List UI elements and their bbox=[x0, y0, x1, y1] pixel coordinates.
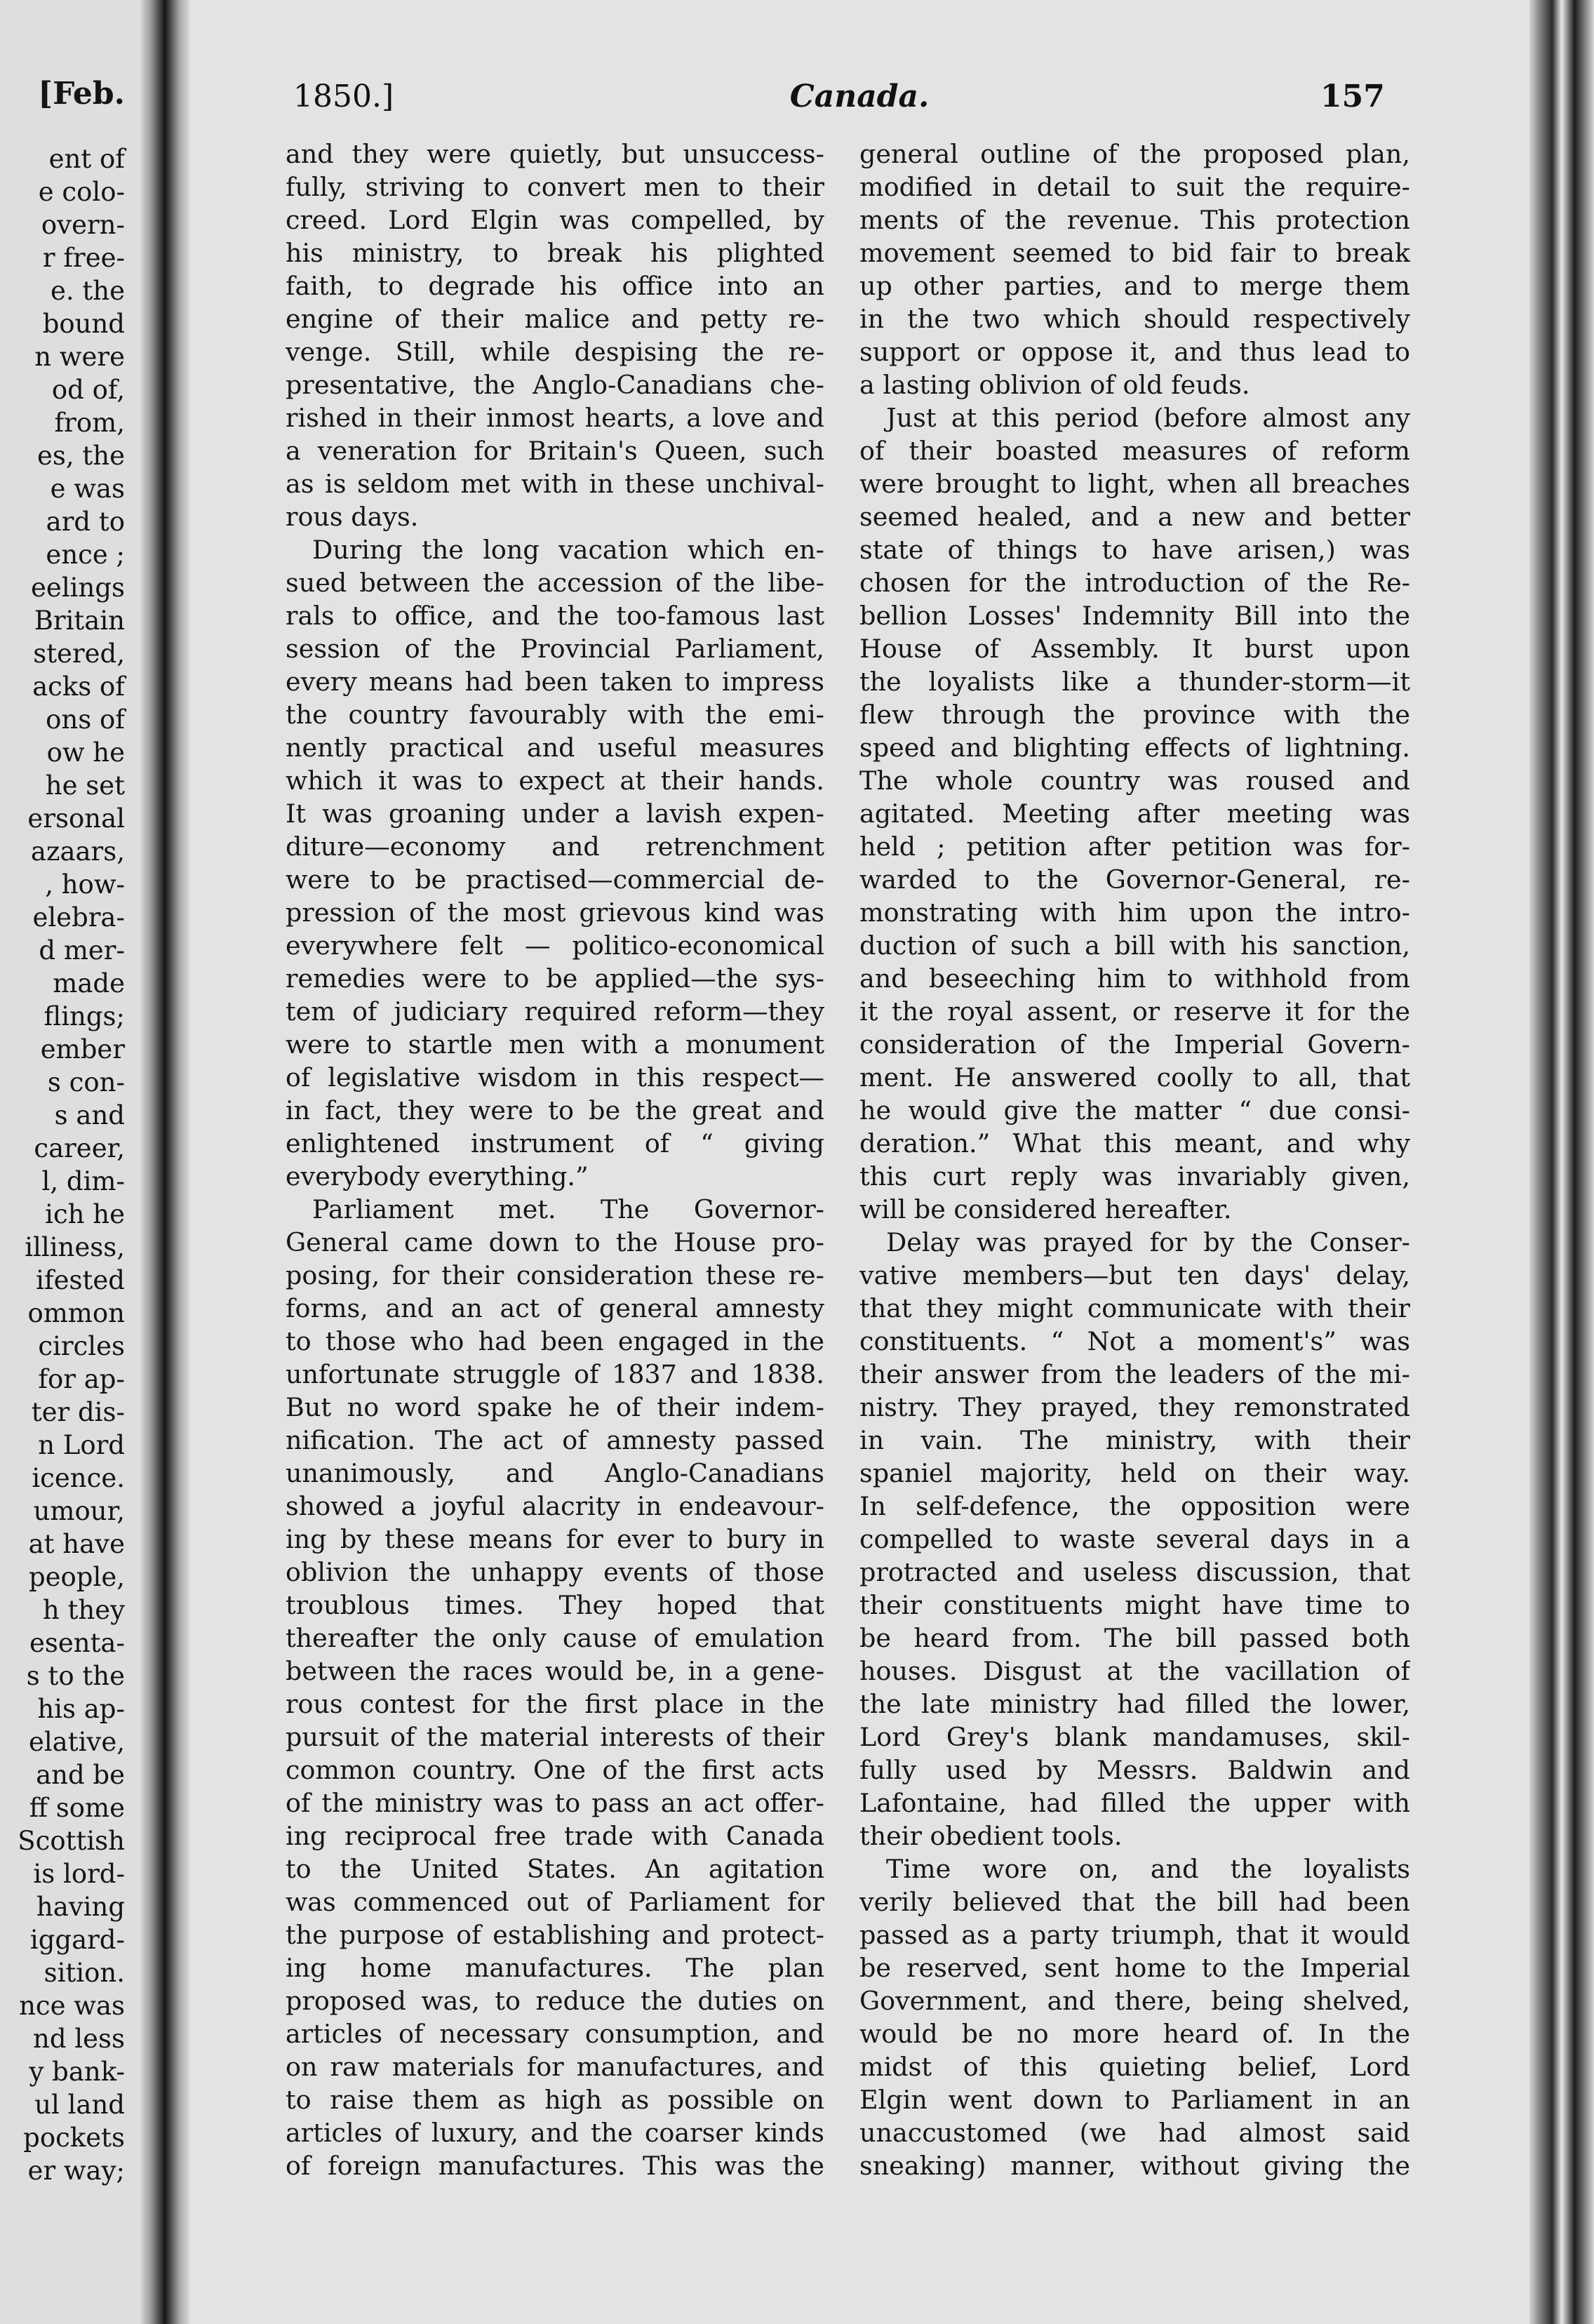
text-line: bellion Losses' Indemnity Bill into the bbox=[859, 601, 1410, 631]
text-line: of foreign manufactures. This was the bbox=[286, 2151, 824, 2181]
prev-page-line: ul land bbox=[34, 2090, 125, 2120]
text-line: in vain. The ministry, with their bbox=[859, 1425, 1410, 1455]
text-line: up other parties, and to merge them bbox=[859, 271, 1410, 301]
paragraph bbox=[286, 533, 824, 1193]
text-line: was commenced out of Parliament for bbox=[286, 1887, 824, 1917]
text-line: oblivion the unhappy events of those bbox=[286, 1557, 824, 1587]
text-line: seemed healed, and a new and better bbox=[859, 502, 1410, 532]
prev-page-line: stered, bbox=[33, 639, 125, 669]
text-line: held ; petition after petition was for- bbox=[859, 832, 1410, 862]
text-line: common country. One of the first acts bbox=[286, 1755, 824, 1785]
prev-page-line: od of, bbox=[51, 375, 125, 405]
text-line: rous days. bbox=[286, 502, 419, 532]
prev-page-line: ff some bbox=[29, 1793, 125, 1823]
prev-page-line: and be bbox=[36, 1760, 125, 1790]
text-line: state of things to have arisen,) was bbox=[859, 535, 1410, 565]
text-line: unfortunate struggle of 1837 and 1838. bbox=[286, 1359, 824, 1389]
prev-page-line: es, the bbox=[36, 441, 125, 471]
book-gutter bbox=[140, 0, 189, 2324]
text-line: constituents. “ Not a moment's” was bbox=[859, 1326, 1410, 1356]
text-line: Parliament met. The Governor- bbox=[312, 1194, 824, 1224]
text-line: Lord Grey's blank mandamuses, skil- bbox=[859, 1722, 1410, 1752]
text-line: diture—economy and retrenchment bbox=[286, 832, 824, 862]
prev-page-line: icence. bbox=[32, 1463, 125, 1493]
paragraph bbox=[859, 138, 1410, 401]
prev-page-line: l, dim- bbox=[41, 1166, 125, 1196]
prev-page-line: ommon bbox=[27, 1298, 125, 1328]
text-line: the late ministry had filled the lower, bbox=[859, 1689, 1410, 1719]
text-line: will be considered hereafter. bbox=[859, 1194, 1232, 1224]
prev-page-line: elative, bbox=[28, 1727, 125, 1757]
text-line: remedies were to be applied—the sys- bbox=[286, 963, 824, 994]
text-line: ments of the revenue. This protection bbox=[859, 205, 1410, 235]
text-line: which it was to expect at their hands. bbox=[286, 766, 824, 796]
text-line: in the two which should respectively bbox=[859, 304, 1410, 334]
prev-page-line: umour, bbox=[33, 1496, 125, 1526]
text-line: a veneration for Britain's Queen, such bbox=[286, 436, 824, 466]
text-line: rous contest for the first place in the bbox=[286, 1689, 824, 1719]
prev-page-line: s to the bbox=[26, 1661, 125, 1691]
text-line: general outline of the proposed plan, bbox=[859, 139, 1410, 169]
prev-page-line: for ap- bbox=[38, 1364, 125, 1394]
text-line: houses. Disgust at the vacillation of bbox=[859, 1656, 1410, 1686]
text-line: flew through the province with the bbox=[859, 700, 1410, 730]
text-line: ment. He answered coolly to all, that bbox=[859, 1062, 1410, 1093]
text-line: The whole country was roused and bbox=[859, 766, 1410, 796]
text-line: During the long vacation which en- bbox=[312, 535, 824, 565]
text-line: In self-defence, the opposition were bbox=[859, 1491, 1410, 1521]
text-line: vative members—but ten days' delay, bbox=[859, 1260, 1410, 1290]
prev-page-line: ence ; bbox=[46, 540, 125, 570]
paragraph bbox=[859, 401, 1410, 1226]
text-line: articles of luxury, and the coarser kinds bbox=[286, 2118, 824, 2148]
text-line: faith, to degrade his office into an bbox=[286, 271, 824, 301]
prev-page-line: circles bbox=[38, 1331, 125, 1361]
prev-page-line: he set bbox=[45, 770, 125, 801]
text-line: modified in detail to suit the require- bbox=[859, 172, 1410, 202]
text-line: presentative, the Anglo-Canadians che- bbox=[286, 370, 824, 400]
text-line: chosen for the introduction of the Re- bbox=[859, 568, 1410, 598]
text-line: thereafter the only cause of emulation bbox=[286, 1623, 824, 1653]
text-line: sneaking) manner, without giving the bbox=[859, 2151, 1410, 2181]
text-line: be reserved, sent home to the Imperial bbox=[859, 1953, 1410, 1983]
prev-page-line: ard to bbox=[46, 507, 125, 537]
prev-page-line: is lord- bbox=[33, 1859, 125, 1889]
text-line: fully used by Messrs. Baldwin and bbox=[859, 1755, 1410, 1785]
prev-page-line: [Feb. bbox=[38, 76, 125, 112]
prev-page-line: Britain bbox=[34, 606, 125, 636]
prev-page-line: bound bbox=[42, 309, 125, 339]
text-line: the country favourably with the emi- bbox=[286, 700, 824, 730]
prev-page-line: eelings bbox=[31, 573, 125, 603]
prev-page-line: ersonal bbox=[27, 803, 125, 834]
text-line: movement seemed to bid fair to break bbox=[859, 238, 1410, 268]
text-line: nistry. They prayed, they remonstrated bbox=[859, 1392, 1410, 1422]
text-line: were to be practised—commercial de- bbox=[286, 864, 824, 895]
text-line: protracted and useless discussion, that bbox=[859, 1557, 1410, 1587]
text-line: warded to the Governor-General, re- bbox=[859, 864, 1410, 895]
text-line: deration.” What this meant, and why bbox=[859, 1128, 1410, 1158]
prev-page-line: ifested bbox=[36, 1265, 125, 1295]
text-line: it the royal assent, or reserve it for the bbox=[859, 996, 1410, 1027]
running-header bbox=[189, 79, 1529, 121]
text-line: their answer from the leaders of the mi- bbox=[859, 1359, 1410, 1389]
prev-page-line: flings; bbox=[43, 1001, 125, 1031]
text-line: pursuit of the material interests of their bbox=[286, 1722, 824, 1752]
text-line: of the ministry was to pass an act offer- bbox=[286, 1788, 824, 1818]
text-line: support or oppose it, and thus lead to bbox=[859, 337, 1410, 367]
text-line: But no word spake he of their indem- bbox=[286, 1392, 824, 1422]
book-page-edges bbox=[1529, 0, 1594, 2324]
prev-page-line: elebra- bbox=[32, 902, 125, 933]
prev-page-line: Scottish bbox=[18, 1826, 125, 1856]
text-line: to those who had been engaged in the bbox=[286, 1326, 824, 1356]
prev-page-line: ent of bbox=[48, 144, 125, 174]
text-line: posing, for their consideration these re- bbox=[286, 1260, 824, 1290]
previous-page-fragment bbox=[0, 0, 140, 2324]
prev-page-line: having bbox=[36, 1892, 125, 1922]
text-line: ing reciprocal free trade with Canada bbox=[286, 1821, 824, 1851]
text-line: fully, striving to convert men to their bbox=[286, 172, 824, 202]
prev-page-line: s and bbox=[54, 1100, 125, 1130]
text-line: sued between the accession of the libe- bbox=[286, 568, 824, 598]
text-line: their constituents might have time to bbox=[859, 1590, 1410, 1620]
prev-page-line: illiness, bbox=[25, 1232, 125, 1262]
text-line: tem of judiciary required reform—they bbox=[286, 996, 824, 1027]
text-line: to raise them as high as possible on bbox=[286, 2085, 824, 2115]
paragraph bbox=[859, 1226, 1410, 1852]
prev-page-line: nce was bbox=[19, 1991, 125, 2021]
text-line: speed and blighting effects of lightning. bbox=[859, 733, 1410, 763]
text-line: on raw materials for manufactures, and bbox=[286, 2052, 824, 2082]
prev-page-line: ons of bbox=[46, 704, 125, 735]
text-line: rished in their inmost hearts, a love and bbox=[286, 403, 824, 433]
prev-page-line: at have bbox=[28, 1529, 125, 1559]
header-title: Canada. bbox=[789, 79, 930, 114]
text-line: midst of this quieting belief, Lord bbox=[859, 2052, 1410, 2082]
prev-page-line: s con- bbox=[47, 1067, 125, 1097]
text-line: compelled to waste several days in a bbox=[859, 1524, 1410, 1554]
prev-page-line: r free- bbox=[42, 243, 125, 273]
text-line: ing by these means for ever to bury in bbox=[286, 1524, 824, 1554]
prev-page-line: er way; bbox=[27, 2156, 125, 2186]
text-line: forms, and an act of general amnesty bbox=[286, 1293, 824, 1323]
text-line: a lasting oblivion of old feuds. bbox=[859, 370, 1250, 400]
text-line: the loyalists like a thunder-storm—it bbox=[859, 667, 1410, 697]
text-line: be heard from. The bill passed both bbox=[859, 1623, 1410, 1653]
text-line: Elgin went down to Parliament in an bbox=[859, 2085, 1410, 2115]
paragraph bbox=[859, 1852, 1410, 2182]
prev-page-line: ow he bbox=[46, 737, 125, 768]
text-line: that they might communicate with their bbox=[859, 1293, 1410, 1323]
text-line: proposed was, to reduce the duties on bbox=[286, 1986, 824, 2016]
prev-page-line: overn- bbox=[41, 210, 125, 240]
prev-page-line: people, bbox=[28, 1562, 125, 1592]
prev-page-line: his ap- bbox=[37, 1694, 125, 1724]
text-line: agitated. Meeting after meeting was bbox=[859, 799, 1410, 829]
text-line: were to startle men with a monument bbox=[286, 1029, 824, 1060]
text-line: the purpose of establishing and protect- bbox=[286, 1920, 824, 1950]
prev-page-line: e. the bbox=[50, 276, 125, 306]
text-line: venge. Still, while despising the re- bbox=[286, 337, 824, 367]
prev-page-line: azaars, bbox=[30, 836, 125, 867]
text-line: ing home manufactures. The plan bbox=[286, 1953, 824, 1983]
text-line: Government, and there, being shelved, bbox=[859, 1986, 1410, 2016]
prev-page-line: esenta- bbox=[29, 1628, 125, 1658]
prev-page-line: e was bbox=[50, 474, 125, 504]
text-line: as is seldom met with in these unchival- bbox=[286, 469, 824, 499]
prev-page-line: n were bbox=[34, 342, 125, 372]
page-157 bbox=[189, 0, 1529, 2324]
text-line: duction of such a bill with his sanction, bbox=[859, 930, 1410, 961]
text-line: rals to office, and the too-famous last bbox=[286, 601, 824, 631]
text-line: were brought to light, when all breaches bbox=[859, 469, 1410, 499]
prev-page-line: iggard- bbox=[29, 1925, 125, 1955]
text-line: Lafontaine, had filled the upper with bbox=[859, 1788, 1410, 1818]
paragraph bbox=[286, 138, 824, 533]
text-line: this curt reply was invariably given, bbox=[859, 1161, 1410, 1191]
prev-page-line: e colo- bbox=[38, 177, 125, 207]
prev-page-line: , how- bbox=[45, 869, 125, 900]
text-line: monstrating with him upon the intro- bbox=[859, 897, 1410, 928]
text-line: nently practical and useful measures bbox=[286, 733, 824, 763]
prev-page-line: career, bbox=[34, 1133, 125, 1163]
prev-page-line: acks of bbox=[32, 672, 125, 702]
text-line: showed a joyful alacrity in endeavour- bbox=[286, 1491, 824, 1521]
text-line: engine of their malice and petty re- bbox=[286, 304, 824, 334]
prev-page-line: d mer- bbox=[39, 935, 125, 966]
prev-page-line: made bbox=[53, 968, 125, 999]
text-line: in fact, they were to be the great and bbox=[286, 1095, 824, 1126]
text-line: pression of the most grievous kind was bbox=[286, 897, 824, 928]
text-line: verily believed that the bill had been bbox=[859, 1887, 1410, 1917]
prev-page-line: ter dis- bbox=[31, 1397, 125, 1427]
text-line: creed. Lord Elgin was compelled, by bbox=[286, 205, 824, 235]
text-line: It was groaning under a lavish expen- bbox=[286, 799, 824, 829]
left-column bbox=[286, 138, 824, 2182]
prev-page-line: from, bbox=[54, 408, 125, 438]
right-column bbox=[859, 138, 1410, 2182]
text-line: everybody everything.” bbox=[286, 1161, 589, 1191]
text-line: would be no more heard of. In the bbox=[859, 2019, 1410, 2049]
text-line: Time wore on, and the loyalists bbox=[886, 1854, 1410, 1884]
text-line: everywhere felt — politico-economical bbox=[286, 930, 824, 961]
text-line: of their boasted measures of reform bbox=[859, 436, 1410, 466]
text-line: their obedient tools. bbox=[859, 1821, 1123, 1851]
text-line: between the races would be, in a gene- bbox=[286, 1656, 824, 1686]
text-line: to the United States. An agitation bbox=[286, 1854, 824, 1884]
text-line: House of Assembly. It burst upon bbox=[859, 634, 1410, 664]
text-line: Just at this period (before almost any bbox=[886, 403, 1410, 433]
prev-page-line: y bank- bbox=[29, 2057, 125, 2087]
text-line: his ministry, to break his plighted bbox=[286, 238, 824, 268]
text-line: spaniel majority, held on their way. bbox=[859, 1458, 1410, 1488]
text-line: he would give the matter “ due consi- bbox=[859, 1095, 1410, 1126]
text-line: enlightened instrument of “ giving bbox=[286, 1128, 824, 1158]
paragraph bbox=[286, 1193, 824, 2182]
prev-page-line: ich he bbox=[45, 1199, 125, 1229]
page-number: 157 bbox=[1320, 79, 1385, 114]
text-line: nification. The act of amnesty passed bbox=[286, 1425, 824, 1455]
text-line: unanimously, and Anglo-Canadians bbox=[286, 1458, 824, 1488]
header-year: 1850.] bbox=[293, 79, 394, 114]
text-line: troublous times. They hoped that bbox=[286, 1590, 824, 1620]
text-line: consideration of the Imperial Govern- bbox=[859, 1029, 1410, 1060]
text-line: unaccustomed (we had almost said bbox=[859, 2118, 1410, 2148]
text-line: of legislative wisdom in this respect— bbox=[286, 1062, 824, 1093]
text-line: every means had been taken to impress bbox=[286, 667, 824, 697]
text-line: passed as a party triumph, that it would bbox=[859, 1920, 1410, 1950]
text-line: session of the Provincial Parliament, bbox=[286, 634, 824, 664]
text-line: and they were quietly, but unsuccess- bbox=[286, 139, 824, 169]
prev-page-line: h they bbox=[42, 1595, 125, 1625]
prev-page-line: n Lord bbox=[38, 1430, 125, 1460]
prev-page-line: ember bbox=[40, 1034, 125, 1064]
prev-page-line: nd less bbox=[33, 2024, 125, 2054]
prev-page-line: pockets bbox=[23, 2123, 125, 2153]
text-line: General came down to the House pro- bbox=[286, 1227, 824, 1257]
text-line: and beseeching him to withhold from bbox=[859, 963, 1410, 994]
text-line: Delay was prayed for by the Conser- bbox=[886, 1227, 1410, 1257]
text-line: articles of necessary consumption, and bbox=[286, 2019, 824, 2049]
prev-page-line: sition. bbox=[43, 1958, 125, 1988]
